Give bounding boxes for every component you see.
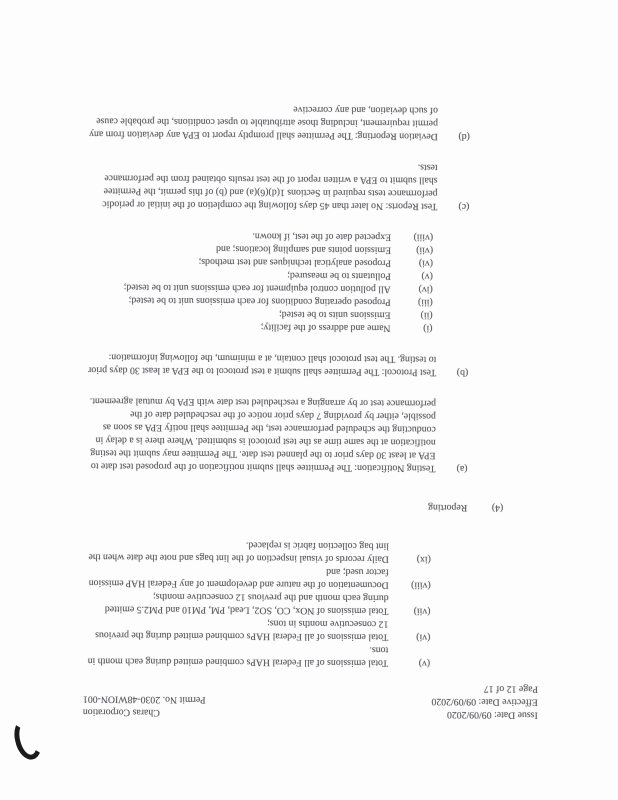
recordkeeping-item-v xyxy=(83,641,538,670)
item-label: (v) xyxy=(418,657,431,669)
item-text: Documentation of the nature and development of any Federal HAP emission factor used; and xyxy=(88,566,389,591)
item-label: (vii) xyxy=(416,244,434,256)
item-label: (b) xyxy=(456,367,469,379)
permit-body xyxy=(83,101,542,670)
item-text: Emission points and sampling locations; and xyxy=(216,243,392,256)
item-text: Name and address of the facility; xyxy=(260,321,391,334)
item-label: (iii) xyxy=(417,296,433,308)
recordkeeping-item-vii xyxy=(83,589,538,618)
recordkeeping-item-viii xyxy=(84,563,539,592)
item-text: Total emissions of all Federal HAPs combined emitted during the previous 12 consecutive months in tons; xyxy=(95,617,389,643)
item-label: (ii) xyxy=(420,309,433,321)
issue-date: Issue Date: 09/09/2020 xyxy=(446,708,538,721)
section-heading-reporting xyxy=(84,498,539,514)
item-label: (vi) xyxy=(418,257,433,269)
company-name: Charas Corporation xyxy=(82,706,160,718)
item-text: Expected date of the test, if known. xyxy=(252,230,392,243)
item-text: Total emissions of all Federal HAPs combined emitted during each month in tons. xyxy=(87,644,389,669)
permit-document xyxy=(83,101,542,721)
item-label: (d) xyxy=(458,131,470,143)
item-label: (c) xyxy=(458,201,470,213)
item-text: Emissions units to be tested; xyxy=(278,308,391,321)
recordkeeping-list xyxy=(83,537,539,670)
item-label: (v) xyxy=(421,270,433,282)
item-text: Proposed analytical techniques and test methods; xyxy=(198,256,391,269)
section-title: Reporting xyxy=(428,501,468,514)
item-text: Total emissions of NOx, CO, SO2, Lead, PM, PM10 and PM2.5 emitted during each month and the previous 12 consecutive months; xyxy=(104,590,389,617)
item-label: (vii) xyxy=(413,605,431,617)
item-label: (viii) xyxy=(413,231,434,243)
item-text: Testing Notification: The Permittee shall submit notification of the proposed test date to EPA at least 30 days prior to the planned test date. The Permittee may submit the testing notification at the same time as the test protocol is submitted. Where there is a delay in conducting the scheduled performance test, the Permittee shall notify EPA as soon as possible, either by providing 7 days prior notice of the rescheduled date of the performance test or by arranging a rescheduled test date with EPA by mutual agreement. xyxy=(89,395,437,474)
page-number: Page 12 of 17 xyxy=(483,683,539,695)
recordkeeping-item-ix xyxy=(84,537,539,566)
item-text: Pollutants to be measured; xyxy=(287,269,391,282)
condition-paragraph-c xyxy=(86,158,541,213)
permit-number: Permit No. 2030-48WION-001 xyxy=(82,693,206,706)
item-text: Deviation Reporting: The Permittee shall promptly report to EPA any deviation from any permit requirement, including those attributable to upset conditions, the probable cause of such deviation, and any corrective xyxy=(88,103,439,142)
condition-paragraph-d xyxy=(87,101,542,143)
item-label: (vi) xyxy=(416,631,431,643)
item-text: Daily records of visual inspection of the lint bags and note the date when the lint bag collection fabric is replaced. xyxy=(88,539,390,565)
condition-paragraph-b xyxy=(85,350,540,379)
item-label: (viii) xyxy=(411,579,431,591)
item-label: (iv) xyxy=(418,283,433,295)
condition-paragraph-a xyxy=(84,394,540,475)
effective-date: Effective Date: 09/09/2020 xyxy=(431,695,538,708)
item-text: Test Protocol: The Permittee shall submit a test protocol to the EPA at least 30 days prior to testing. The test protocol shall contain, at a minimum, the following information: xyxy=(88,351,437,378)
section-number: (4) xyxy=(491,502,504,514)
item-label: (ix) xyxy=(416,553,431,565)
item-label: (a) xyxy=(456,463,468,475)
permit-header xyxy=(83,679,538,721)
test-protocol-list xyxy=(85,228,541,335)
item-text: Proposed operating conditions for each emissions unit to be tested; xyxy=(128,294,391,308)
item-label: (i) xyxy=(423,322,433,334)
recordkeeping-item-vi xyxy=(83,615,538,644)
item-text: Test Reports: No later than 45 days following the completion of the initial or periodic performance tests required in Sections 1(d)(6)(a) and (b) of this permit, the Permittee shall submit to EPA a written report of the test results obtained from the performance tests. xyxy=(102,161,438,212)
item-text: All pollution control equipment for each emissions unit to be tested; xyxy=(123,281,391,295)
